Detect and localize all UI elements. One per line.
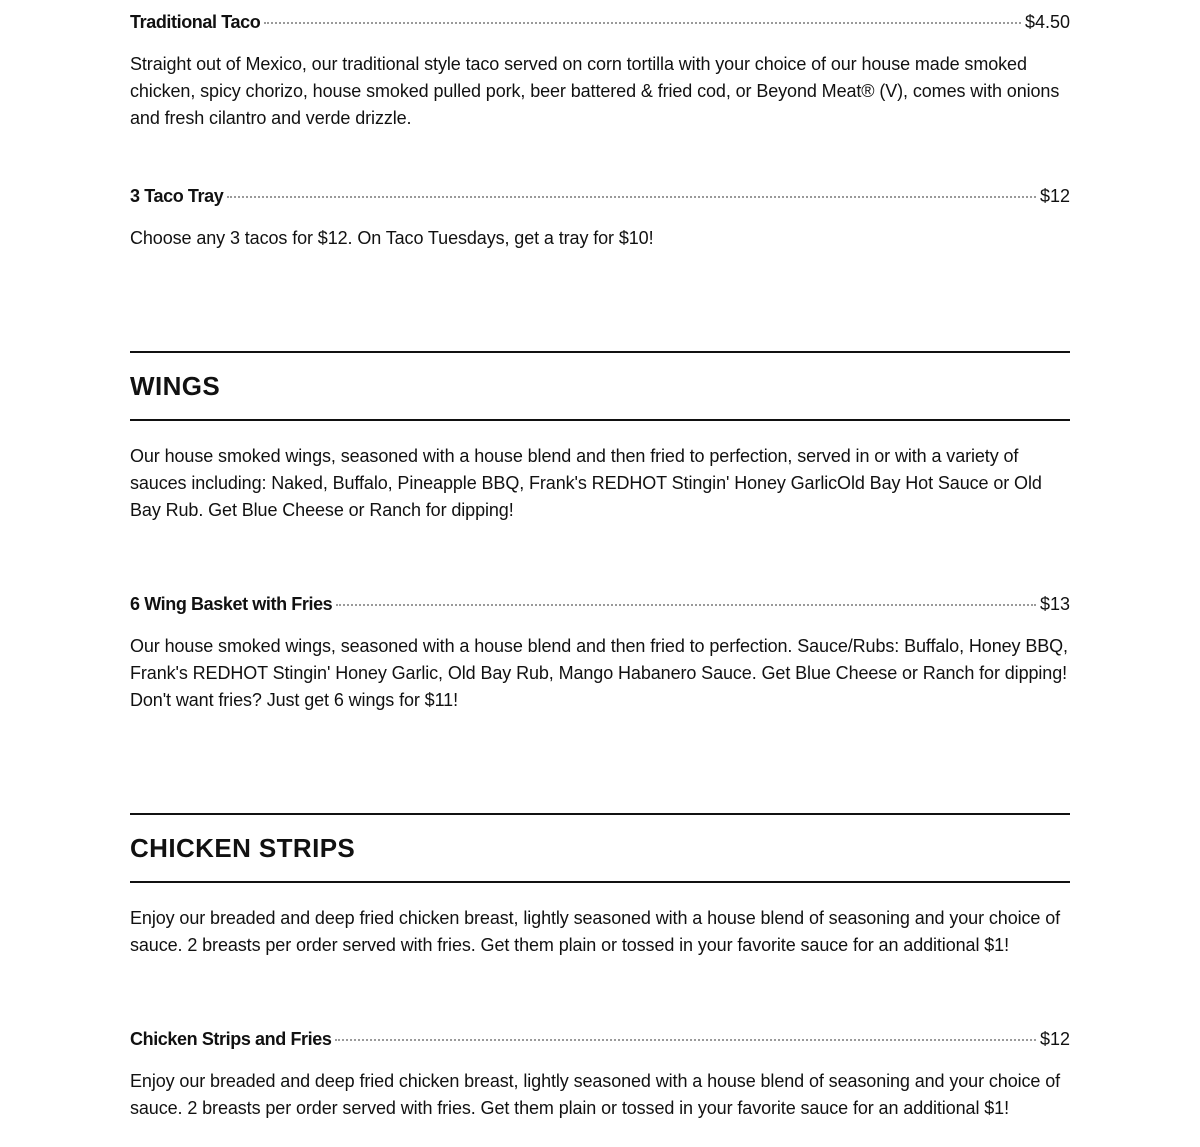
menu-item-chicken-strips-fries [130, 1029, 1070, 1122]
dot-leader [335, 1039, 1035, 1041]
menu-item-description: Choose any 3 tacos for $12. On Taco Tuesdays, get a tray for $10! [130, 228, 654, 248]
menu-item-description: Straight out of Mexico, our traditional style taco served on corn tortilla with your choice of our house made smoked chicken, spicy chorizo, house smoked pulled pork, beer battered & fried cod, or Beyond Meat® (V), comes with onions and fresh cilantro and verde drizzle. [130, 54, 1060, 128]
menu-item-description: Enjoy our breaded and deep fried chicken breast, lightly seasoned with a house blend of seasoning and your choice of sauce. 2 breasts per order served with fries. Get them plain or tossed in your favorite sauce for an additional $1! [130, 1071, 1061, 1118]
dot-leader [336, 604, 1036, 606]
menu-item-traditional-taco [130, 12, 1070, 132]
menu-item-price: $12 [1039, 186, 1070, 206]
menu-item-price: $4.50 [1024, 12, 1070, 32]
menu-item-name: 6 Wing Basket with Fries [130, 594, 333, 614]
section-chicken-strips [130, 813, 1070, 883]
menu-item-description: Our house smoked wings, seasoned with a house blend and then fried to perfection. Sauce/Rubs: Buffalo, Honey BBQ, Frank's REDHOT Stingin' Honey Garlic, Old Bay Rub, Mango Habanero Sauce. Get Blue Cheese or Ranch for dipping! Don't want fries? Just get 6 wings for $11! [130, 636, 1068, 710]
section-intro-wings: Our house smoked wings, seasoned with a house blend and then fried to perfection, served in or with a variety of sauces including: Naked, Buffalo, Pineapple BBQ, Frank's REDHOT Stingin' Honey GarlicOld Bay Hot Sauce or Old Bay Rub. Get Blue Cheese or Ranch for dipping! [130, 446, 1042, 520]
section-divider [130, 419, 1070, 421]
section-wings [130, 351, 1070, 421]
menu-item-header [130, 186, 1070, 212]
menu-item-header [130, 594, 1070, 620]
dot-leader [264, 22, 1021, 24]
menu-item-name: 3 Taco Tray [130, 186, 224, 206]
menu-item-price: $12 [1039, 1029, 1070, 1049]
section-title: WINGS [130, 371, 221, 401]
menu-item-name: Chicken Strips and Fries [130, 1029, 332, 1049]
menu-item-price: $13 [1039, 594, 1070, 614]
section-divider [130, 881, 1070, 883]
section-title: CHICKEN STRIPS [130, 833, 356, 863]
menu-item-header [130, 1029, 1070, 1055]
menu-item-header [130, 12, 1070, 38]
section-intro-chicken-strips: Enjoy our breaded and deep fried chicken breast, lightly seasoned with a house blend of seasoning and your choice of sauce. 2 breasts per order served with fries. Get them plain or tossed in your favorite sauce for an additional $1! [130, 908, 1061, 955]
dot-leader [227, 196, 1036, 198]
menu-item-name: Traditional Taco [130, 12, 261, 32]
menu-item-taco-tray [130, 186, 1070, 252]
menu-item-wing-basket [130, 594, 1070, 714]
